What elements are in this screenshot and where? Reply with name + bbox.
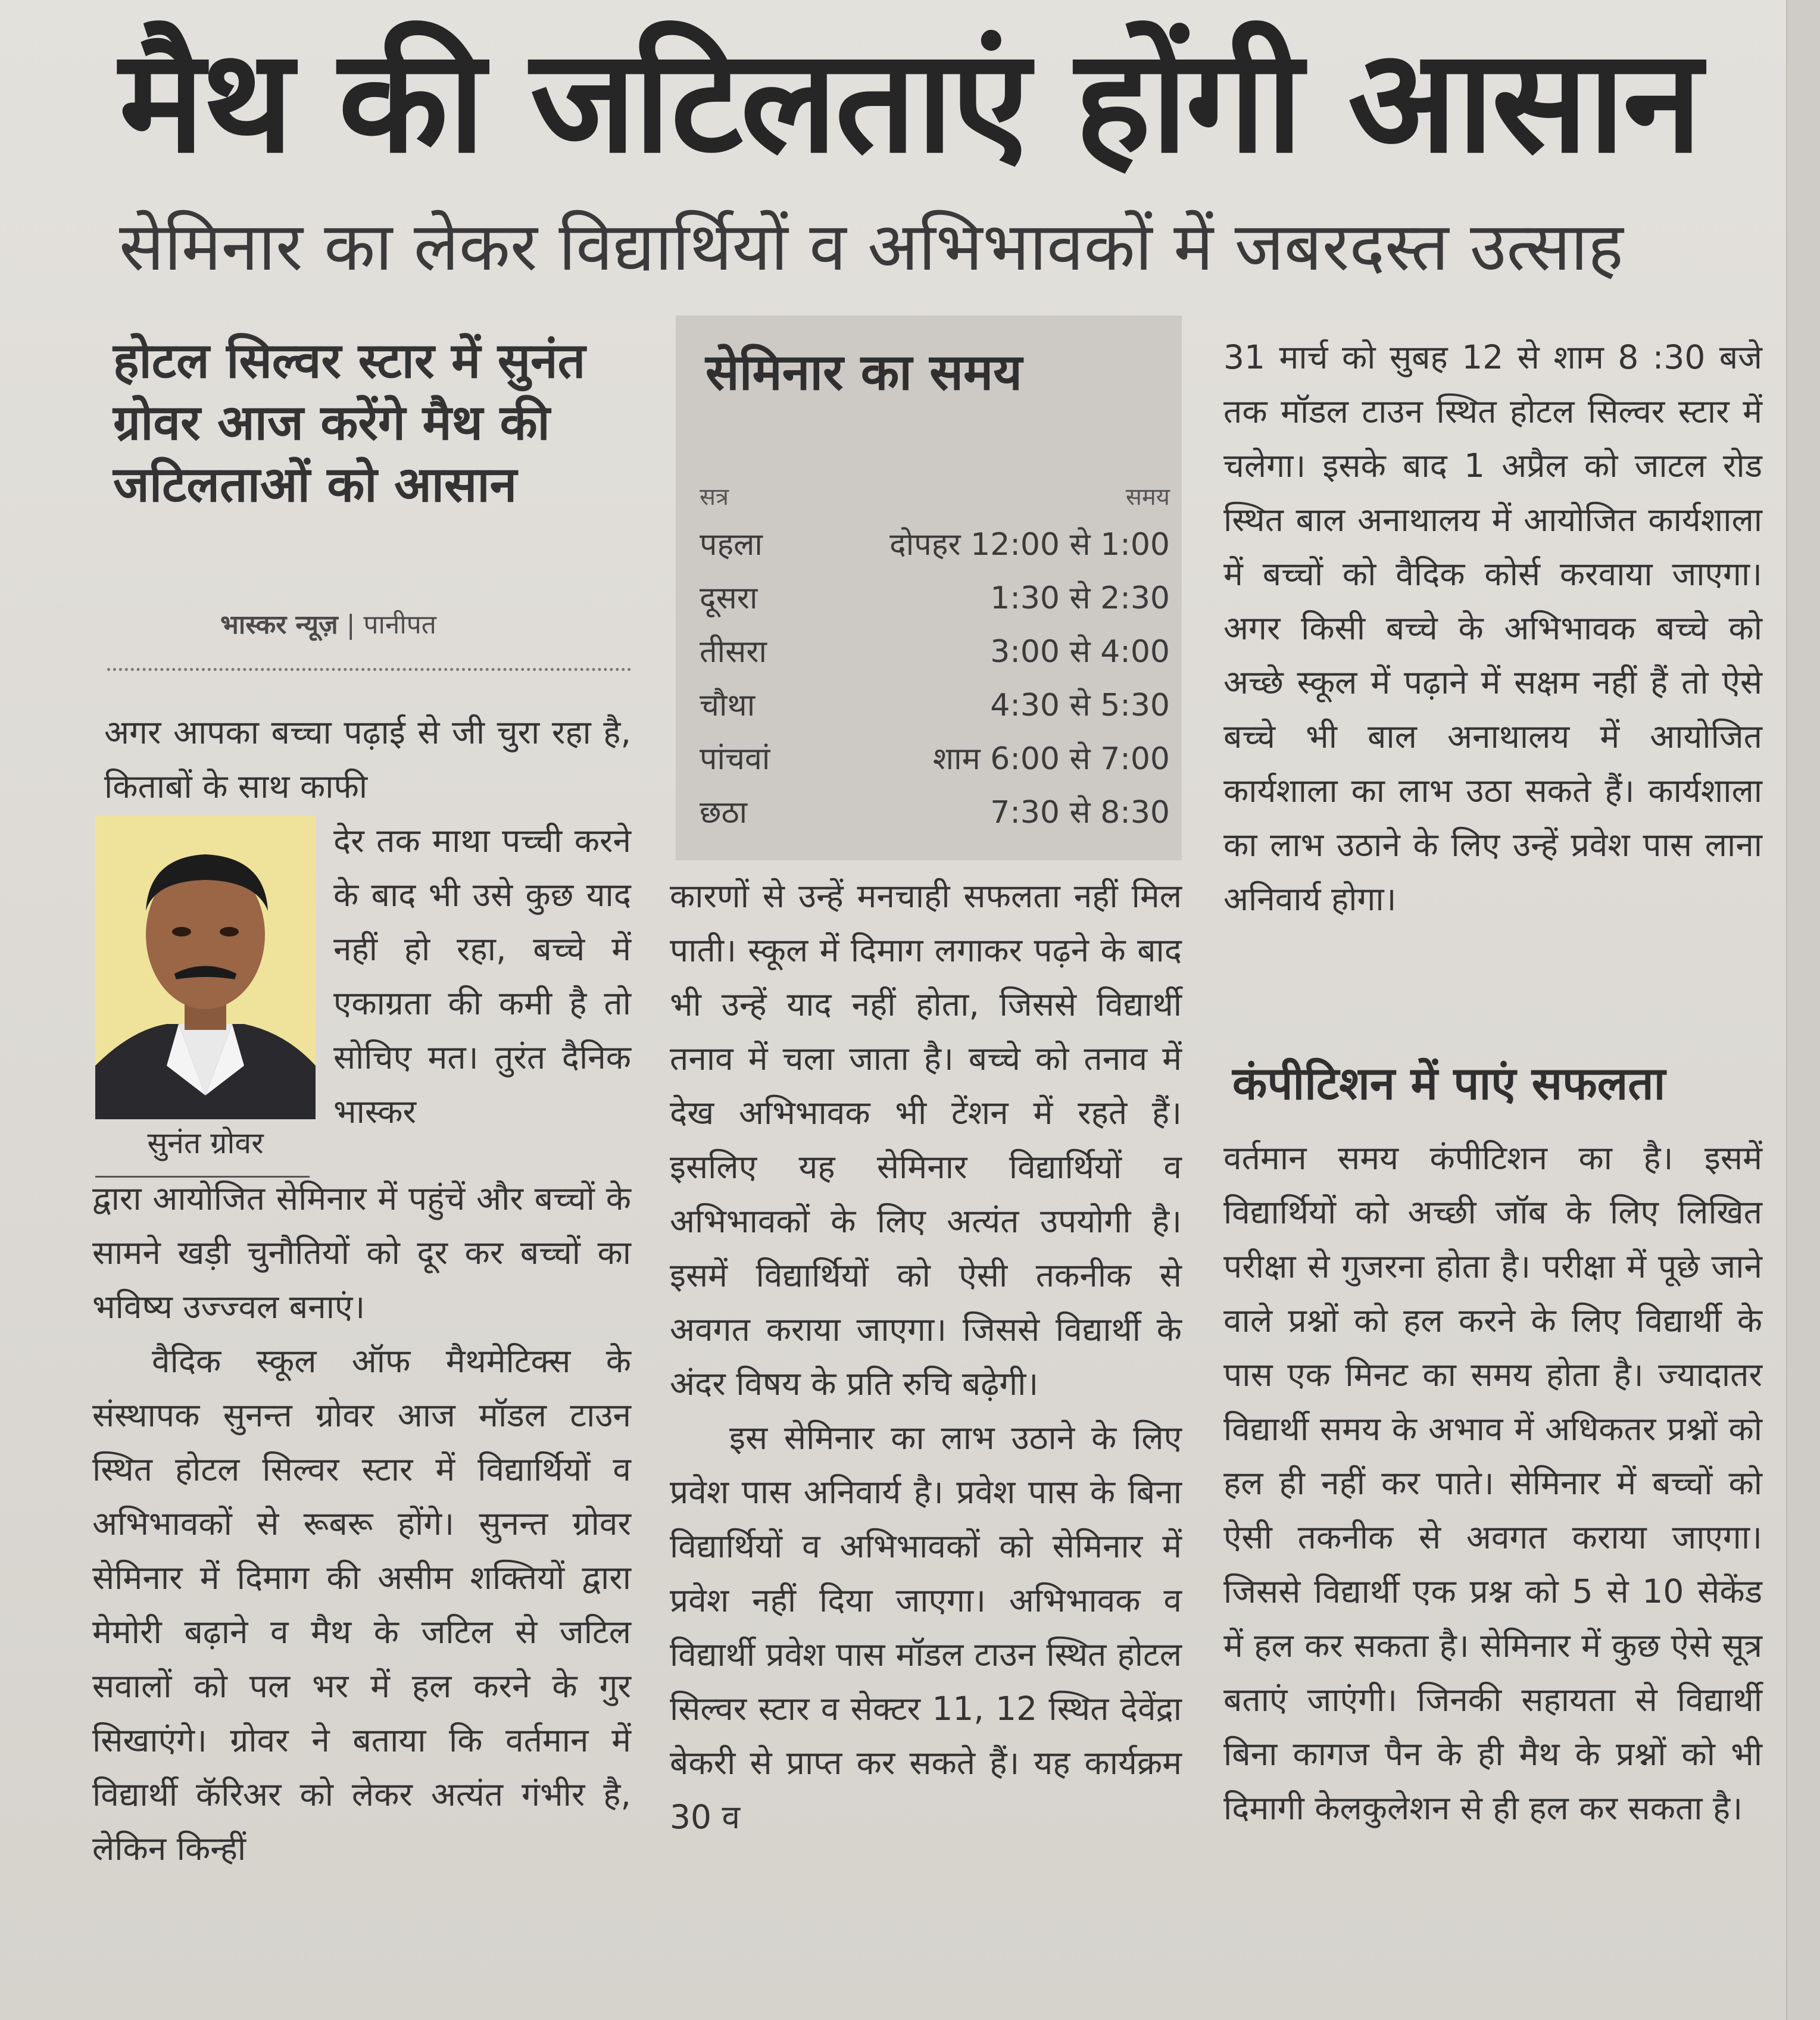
schedule-session: तीसरा bbox=[700, 634, 767, 670]
schedule-header-time: समय bbox=[1125, 483, 1170, 511]
column-2-paragraph-1: कारणों से उन्हें मनचाही सफलता नहीं मिल पाती। स्कूल में दिमाग लगाकर पढ़ने के बाद भी उन्हें याद नहीं होता, जिससे विद्यार्थी तनाव में चला जाता है। बच्चे को तनाव में देख अभिभावक भी टेंशन में रहते हैं। इसलिए यह सेमिनार विद्यार्थियों व अभिभावकों के लिए अत्यंत उपयोगी है। इसमें विद्यार्थियों को ऐसी तकनीक से अवगत कराया जाएगा। जिससे विद्यार्थी के अंदर विषय के प्रति रुचि बढ़ेगी। bbox=[670, 877, 1182, 1403]
byline bbox=[220, 607, 637, 643]
intro-below-photo: द्वारा आयोजित सेमिनार में पहुंचें और बच्चों के सामने खड़ी चुनौतियों को दूर कर बच्चों का भविष्य उज्ज्वल बनाएं। bbox=[92, 1179, 631, 1326]
paragraph-2: वैदिक स्कूल ऑफ मैथमेटिक्स के संस्थापक सुनन्त ग्रोवर आज मॉडल टाउन स्थित होटल सिल्वर स्टार में विद्यार्थियों व अभिभावकों से रूबरू होंगे। सुनन्त ग्रोवर सेमिनार में दिमाग की असीम शक्तियों द्वारा मेमोरी बढ़ाने व मैथ के जटिल से जटिल सवालों को पल भर में हल करने के गुर सिखाएंगे। ग्रोवर ने बताया कि वर्तमान में विद्यार्थी कॅरिअर को लेकर अत्यंत गंभीर है, लेकिन किन्हीं bbox=[92, 1342, 631, 1868]
schedule-time: दोपहर 12:00 से 1:00 bbox=[889, 527, 1170, 563]
column-2-text bbox=[670, 869, 1182, 2012]
byline-agency: भास्कर न्यूज़ bbox=[220, 610, 338, 640]
column-2-paragraph-2: इस सेमिनार का लाभ उठाने के लिए प्रवेश पास अनिवार्य है। प्रवेश पास के बिना विद्यार्थियों व अभिभावकों को सेमिनार में प्रवेश नहीं दिया जाएगा। अभिभावक व विद्यार्थी प्रवेश पास मॉडल टाउन स्थित होटल सिल्वर स्टार व सेक्टर 11, 12 स्थित देवेंद्रा बेकरी से प्राप्त कर सकते हैं। यह कार्यक्रम 30 व bbox=[670, 1419, 1182, 1836]
intro-top: अगर आपका बच्चा पढ़ाई से जी चुरा रहा है, किताबों के साथ काफी bbox=[104, 713, 631, 805]
subheadline: सेमिनार का लेकर विद्यार्थियों व अभिभावकों में जबरदस्त उत्साह bbox=[119, 208, 1624, 286]
intro-beside-photo: देर तक माथा पच्ची करने के बाद भी उसे कुछ याद नहीं हो रहा, बच्चे में एकाग्रता की कमी है तो सोचिए मत। तुरंत दैनिक भास्कर bbox=[333, 822, 631, 1131]
photo-caption: सुनंत ग्रोवर bbox=[147, 1126, 264, 1160]
schedule-row bbox=[700, 679, 1170, 732]
column-4-text: वर्तमान समय कंपीटिशन का है। इसमें विद्यार्थियों को अच्छी जॉब के लिए लिखित परीक्षा से गुजरना होता है। परीक्षा में पूछे जाने वाले प्रश्नों को हल करने के लिए विद्यार्थी के पास एक मिनट का समय होता है। ज्यादातर विद्यार्थी समय के अभाव में अधिकतर प्रश्नों को हल ही नहीं कर पाते। सेमिनार में बच्चों को ऐसी तकनीक से अवगत कराया जाएगा। जिससे विद्यार्थी एक प्रश्न को 5 से 10 सेकेंड में हल कर सकता है। सेमिनार में कुछ ऐसे सूत्र बताएं जाएंगी। जिनकी सहायता से विद्यार्थी बिना कागज पैन के ही मैथ के प्रश्नों को भी दिमागी केलकुलेशन से ही हल कर सकता है। bbox=[1223, 1139, 1762, 1827]
schedule-time: 3:00 से 4:00 bbox=[990, 634, 1170, 670]
schedule-box bbox=[676, 316, 1182, 860]
schedule-row bbox=[700, 625, 1170, 679]
byline-divider bbox=[107, 668, 631, 671]
byline-separator: | bbox=[346, 610, 355, 640]
schedule-row bbox=[700, 786, 1170, 839]
page-edge bbox=[1786, 0, 1820, 2020]
section-subheading: कंपीटिशन में पाएं सफलता bbox=[1232, 1057, 1666, 1110]
schedule-row bbox=[700, 732, 1170, 786]
schedule-title: सेमिनार का समय bbox=[705, 343, 1022, 401]
side-headline: होटल सिल्वर स्टार में सुनंत ग्रोवर आज करेंगे मैथ की जटिलताओं को आसान bbox=[113, 333, 586, 513]
schedule-table bbox=[700, 476, 1170, 839]
column-3-text: 31 मार्च को सुबह 12 से शाम 8 :30 बजे तक मॉडल टाउन स्थित होटल सिल्वर स्टार में चलेगा। इसके बाद 1 अप्रैल को जाटल रोड स्थित बाल अनाथालय में आयोजित कार्यशाला में बच्चों को वैदिक कोर्स करवाया जाएगा। अगर किसी बच्चे के अभिभावक बच्चे को अच्छे स्कूल में पढ़ाने में सक्षम नहीं हैं तो ऐसे बच्चे भी बाल अनाथालय में आयोजित कार्यशाला का लाभ उठा सकते हैं। कार्यशाला का लाभ उठाने के लिए उन्हें प्रवेश पास लाना अनिवार्य होगा। bbox=[1223, 338, 1762, 918]
schedule-time: 7:30 से 8:30 bbox=[990, 795, 1170, 831]
schedule-time: 1:30 से 2:30 bbox=[990, 580, 1170, 616]
schedule-time: शाम 6:00 से 7:00 bbox=[932, 741, 1170, 777]
headline: मैथ की जटिलताएं होंगी आसान bbox=[119, 18, 1700, 185]
schedule-session: पहला bbox=[700, 527, 763, 563]
schedule-header-row bbox=[700, 476, 1170, 518]
byline-city: पानीपत bbox=[363, 610, 436, 640]
schedule-session: चौथा bbox=[700, 688, 756, 723]
schedule-row bbox=[700, 518, 1170, 572]
schedule-session: पांचवां bbox=[700, 741, 770, 777]
schedule-time: 4:30 से 5:30 bbox=[990, 688, 1170, 723]
schedule-header-session: सत्र bbox=[700, 483, 729, 511]
schedule-row bbox=[700, 572, 1170, 625]
schedule-session: दूसरा bbox=[700, 580, 758, 616]
author-photo bbox=[95, 816, 316, 1119]
schedule-session: छठा bbox=[700, 795, 748, 831]
column-1-text bbox=[92, 1172, 631, 2017]
